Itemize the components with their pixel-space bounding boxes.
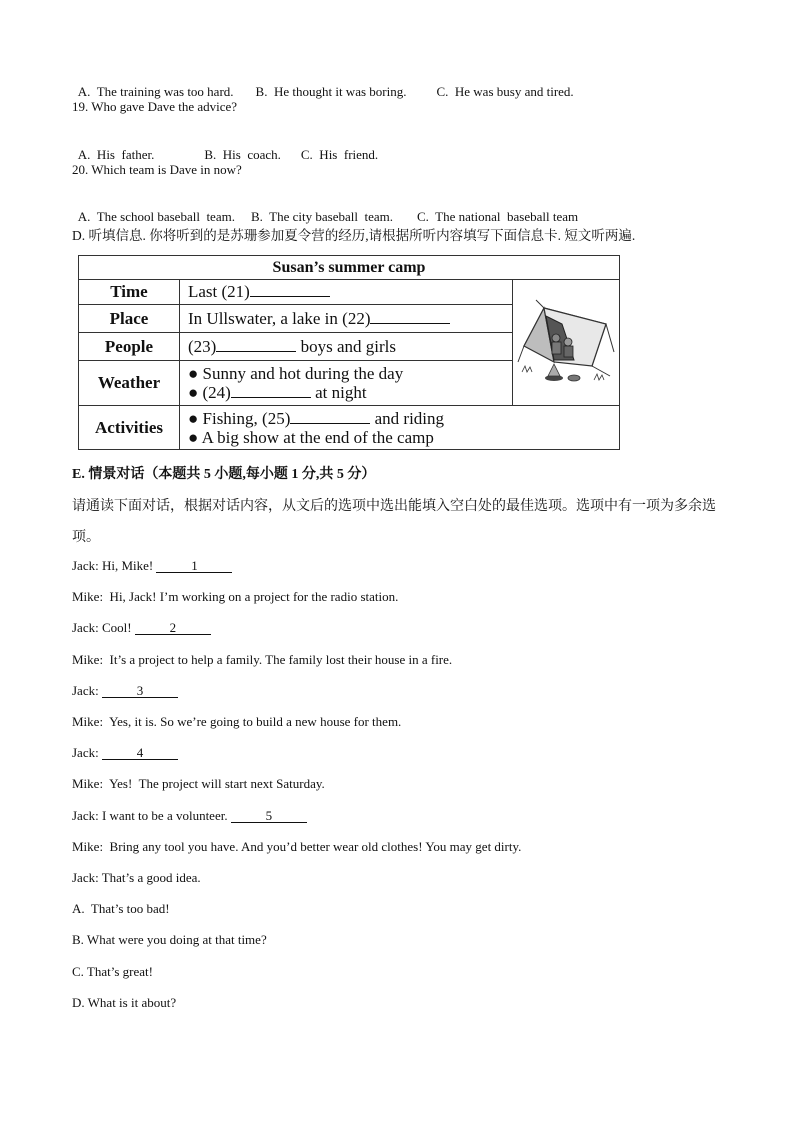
q20-option-c: C. The national baseball team — [416, 209, 579, 224]
dialogue-line: Mike: Yes, it is. So we’re going to build a new house for them. — [72, 714, 402, 729]
q18-options — [72, 68, 574, 100]
dialogue-blank-3[interactable]: 3 — [102, 684, 178, 698]
row-label-activities: Activities — [79, 406, 180, 450]
dialogue-line: Jack: Hi, Mike! 1 — [72, 558, 232, 574]
blank-24[interactable] — [231, 383, 311, 398]
q20-options — [72, 193, 578, 225]
row-label-people: People — [79, 332, 180, 360]
dialogue-line: Mike: Yes! The project will start next Saturday. — [72, 776, 325, 791]
row-value-people: (23) boys and girls — [180, 332, 513, 360]
camp-info-table — [78, 255, 620, 450]
dialogue-line: Mike: Bring any tool you have. And you’d better wear old clothes! You may get dirty. — [72, 839, 522, 854]
q19-question: 19. Who gave Dave the advice? — [72, 99, 238, 114]
option-a: A. That’s too bad! — [72, 901, 170, 916]
blank-22[interactable] — [370, 309, 450, 324]
q19-option-b: B. His coach. — [204, 147, 281, 162]
dialogue-line: Jack: 3 — [72, 683, 178, 699]
blank-21[interactable] — [250, 282, 330, 297]
row-label-weather: Weather — [79, 361, 180, 406]
q19-option-c: C. His friend. — [300, 147, 379, 162]
section-e-instructions-2: 项。 — [72, 530, 100, 545]
blank-23[interactable] — [216, 337, 296, 352]
dialogue-line: Jack: That’s a good idea. — [72, 870, 201, 885]
q20-question: 20. Which team is Dave in now? — [72, 162, 242, 177]
section-e-instructions-1: 请通读下面对话，根据对话内容，从文后的选项中选出能填入空白处的最佳选项。选项中有一项为多余选 — [72, 499, 716, 514]
dialogue-blank-5[interactable]: 5 — [231, 809, 307, 823]
option-c: C. That’s great! — [72, 964, 153, 979]
tent-picture — [513, 280, 620, 406]
row-value-activities: ● Fishing, (25) and riding ● A big show at the end of the camp — [180, 406, 620, 450]
row-value-weather: ● Sunny and hot during the day ● (24) at night — [180, 361, 513, 406]
q18-option-c: C. He was busy and tired. — [436, 84, 574, 99]
dialogue-blank-2[interactable]: 2 — [135, 621, 211, 635]
q18-option-b: B. He thought it was boring. — [255, 84, 407, 99]
q18-option-a: A. The training was too hard. — [77, 84, 234, 99]
q19-option-a: A. His father. — [77, 147, 155, 162]
dialogue-blank-1[interactable]: 1 — [156, 559, 232, 573]
tent-illustration-icon — [514, 280, 618, 400]
section-d-instructions: D. 听填信息. 你将听到的是苏珊参加夏令营的经历,请根据所听内容填写下面信息卡. 短文听两遍. — [72, 228, 636, 243]
row-label-time: Time — [79, 280, 180, 305]
option-b: B. What were you doing at that time? — [72, 932, 267, 947]
dialogue-line: Jack: Cool! 2 — [72, 620, 211, 636]
dialogue-line: Mike: It’s a project to help a family. The family lost their house in a fire. — [72, 652, 453, 667]
table-title: Susan’s summer camp — [79, 256, 620, 280]
option-d: D. What is it about? — [72, 995, 177, 1010]
row-value-place: In Ullswater, a lake in (22) — [180, 305, 513, 332]
row-label-place: Place — [79, 305, 180, 332]
row-value-time: Last (21) — [180, 280, 513, 305]
dialogue-line: Jack: I want to be a volunteer. 5 — [72, 808, 307, 824]
q19-options — [72, 131, 378, 163]
dialogue-line: Mike: Hi, Jack! I’m working on a project for the radio station. — [72, 589, 399, 604]
q20-option-a: A. The school baseball team. — [77, 209, 235, 224]
blank-25[interactable] — [290, 409, 370, 424]
dialogue-line: Jack: 4 — [72, 745, 178, 761]
section-e-title: E. 情景对话（本题共 5 小题,每小题 1 分,共 5 分） — [72, 467, 376, 482]
q20-option-b: B. The city baseball team. — [250, 209, 393, 224]
dialogue-blank-4[interactable]: 4 — [102, 746, 178, 760]
